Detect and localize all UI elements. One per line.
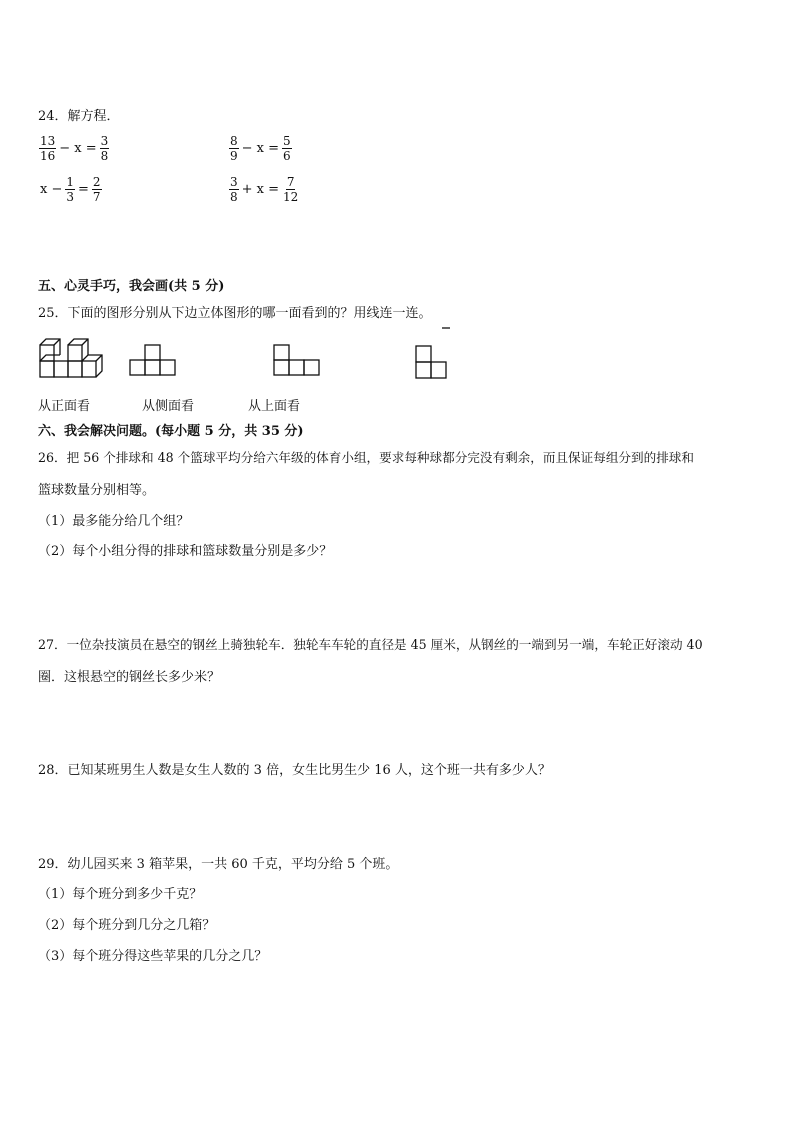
equation-1: $\frac{13}{16}$ − x = $\frac{3}{8}$: [40, 133, 109, 163]
fraction: $\frac{8}{9}$: [230, 133, 238, 163]
equation-4: $\frac{3}{8}$ + x = $\frac{7}{12}$: [230, 174, 299, 204]
fraction: $\frac{5}{6}$: [283, 133, 291, 163]
fraction: $\frac{3}{8}$: [100, 133, 109, 163]
solid-figure: [38, 335, 104, 381]
view-figure-3: [414, 344, 448, 380]
q24-title: 24．解方程．: [38, 109, 120, 124]
q29-sub3: （3）每个班分得这些苹果的几分之几？: [38, 949, 268, 964]
q25-text: 25．下面的图形分别从下边立体图形的哪一面看到的？用线连一连。: [38, 306, 432, 321]
fraction: $\frac{7}{12}$: [283, 174, 299, 204]
equation-2: $\frac{8}{9}$ − x = $\frac{5}{6}$: [230, 133, 291, 163]
view-figure-1: [128, 343, 176, 377]
scan-mark: [440, 326, 452, 330]
fraction: $\frac{13}{16}$: [40, 133, 56, 163]
q27-line2: 圈．这根悬空的钢丝长多少米？: [38, 670, 221, 685]
view-label-side: 从侧面看: [142, 399, 195, 414]
fraction: $\frac{3}{8}$: [230, 174, 238, 204]
q29-text: 29．幼儿园买来 3 箱苹果，一共 60 千克，平均分给 5 个班。: [38, 857, 399, 872]
fraction: $\frac{1}{3}$: [66, 174, 74, 204]
view-label-front: 从正面看: [38, 399, 91, 414]
q29-sub1: （1）每个班分到多少千克？: [38, 887, 203, 902]
equation-3: x − $\frac{1}{3}$ = $\frac{2}{7}$: [40, 174, 101, 204]
q26-sub2: （2）每个小组分得的排球和篮球数量分别是多少？: [38, 544, 333, 559]
q26-sub1: （1）最多能分给几个组？: [38, 514, 190, 529]
fraction: $\frac{2}{7}$: [92, 174, 101, 204]
q29-sub2: （2）每个班分到几分之几箱？: [38, 918, 216, 933]
q26-line1: 26．把 56 个排球和 48 个篮球平均分给六年级的体育小组，要求每种球都分完没有剩余，而且保证每组分到的排球和: [38, 450, 694, 465]
q26-line2: 篮球数量分别相等。: [38, 483, 156, 498]
section-5-title: 五、心灵手巧，我会画(共 5 分): [38, 279, 225, 294]
q28-text: 28．已知某班男生人数是女生人数的 3 倍，女生比男生少 16 人，这个班一共有多少人？: [38, 763, 551, 778]
section-6-title: 六、我会解决问题。(每小题 5 分，共 35 分): [38, 424, 304, 439]
view-label-top: 从上面看: [248, 399, 301, 414]
view-figure-2: [272, 343, 320, 377]
q27-line1: 27．一位杂技演员在悬空的钢丝上骑独轮车．独轮车车轮的直径是 45 厘米，从钢丝的一端到另一端，车轮正好滚动 40: [38, 637, 703, 652]
